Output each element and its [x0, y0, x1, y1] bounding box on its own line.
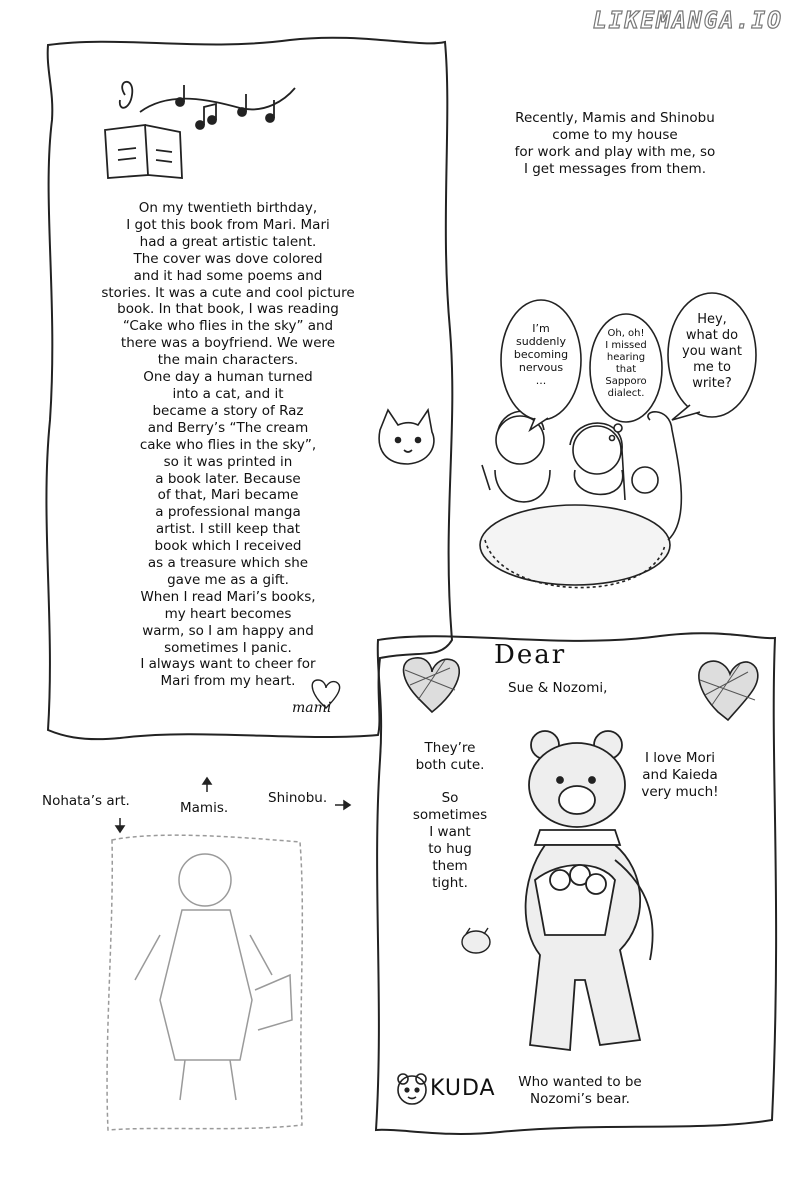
- note-hug-tight: [405, 790, 495, 891]
- note-line: I want: [429, 823, 471, 840]
- letter-line: When I read Mari’s books,: [140, 588, 316, 605]
- note-line: both cute.: [415, 756, 485, 773]
- bubble-line: ...: [535, 374, 547, 387]
- label-shinobu: Shinobu.: [268, 790, 328, 806]
- footer-line: Who wanted to be: [518, 1074, 642, 1090]
- note-line: So: [441, 790, 459, 806]
- letter-line: I always want to cheer for: [140, 656, 316, 673]
- note-line: and Kaieda: [642, 766, 718, 783]
- letter-line: there was a boyfriend. We were: [120, 335, 336, 352]
- intro-line: come to my house: [552, 126, 678, 143]
- letter-line: my heart becomes: [164, 605, 292, 622]
- letter-line: and Berry’s “The cream: [147, 419, 309, 436]
- bubble-line: what do: [685, 328, 739, 343]
- intro-line: Recently, Mamis and Shinobu: [515, 110, 715, 126]
- bubble-line: I missed: [605, 340, 647, 351]
- bubble-line: hearing: [606, 352, 646, 363]
- bubble-line: write?: [692, 376, 732, 391]
- dear-names: Sue & Nozomi,: [508, 680, 608, 696]
- intro-line: I get messages from them.: [523, 160, 707, 177]
- letter-line: Mari from my heart.: [160, 673, 296, 690]
- bubble-line: Sapporo: [605, 376, 647, 387]
- letter-text: [68, 200, 388, 690]
- okuda-face-icon: [398, 1074, 426, 1104]
- letter-line: a professional manga: [155, 504, 301, 521]
- letter-line: “Cake who flies in the sky” and: [122, 318, 334, 335]
- letter-line: On my twentieth birthday,: [138, 200, 318, 216]
- heart-icon-right: [699, 661, 758, 720]
- letter-line: the main characters.: [157, 352, 299, 369]
- letter-line: as a treasure which she: [147, 555, 309, 572]
- label-mamis: Mamis.: [180, 800, 229, 816]
- letter-line: One day a human turned: [143, 369, 313, 386]
- note-line: They’re: [424, 740, 476, 756]
- letter-line: a book later. Because: [155, 470, 301, 487]
- letter-line: and it had some poems and: [133, 267, 323, 284]
- letter-line: of that, Mari became: [157, 487, 299, 504]
- letter-line: artist. I still keep that: [155, 521, 301, 538]
- mami-signature: mami: [292, 700, 332, 716]
- bubble-line: suddenly: [516, 335, 566, 348]
- note-line: to hug: [428, 840, 472, 857]
- bubble-line: nervous: [518, 361, 564, 374]
- watermark: LIKEMANGA.IO: [592, 8, 783, 34]
- bubble-line: I’m: [532, 322, 550, 335]
- note-line: tight.: [432, 874, 468, 891]
- note-love-mori: [610, 750, 750, 801]
- intro-line: for work and play with me, so: [514, 143, 716, 160]
- dear-heading: Dear: [494, 640, 567, 670]
- letter-line: stories. It was a cute and cool picture: [101, 284, 355, 301]
- book-icon: [105, 125, 182, 178]
- intro-text: [500, 110, 730, 178]
- dear-footer: [500, 1074, 660, 1108]
- note-both-cute: [405, 740, 495, 774]
- letter-line: into a cat, and it: [172, 385, 284, 402]
- nohata-sketch-illustration: [107, 835, 302, 1130]
- bubble-line: dialect.: [607, 388, 645, 399]
- letter-line: book. In that book, I was reading: [117, 301, 339, 318]
- group-illustration: [480, 411, 681, 587]
- kuda-signature: KUDA: [430, 1076, 496, 1101]
- letter-line: gave me as a gift.: [167, 571, 289, 588]
- letter-line: cake who flies in the sky”,: [139, 436, 317, 453]
- note-line: sometimes: [412, 806, 488, 823]
- letter-line: sometimes I panic.: [164, 639, 292, 656]
- note-line: them: [432, 857, 468, 874]
- letter-line: The cover was dove colored: [133, 250, 323, 267]
- letter-line: so it was printed in: [163, 453, 293, 470]
- bubble-line: Oh, oh!: [607, 328, 645, 339]
- letter-line: warm, so I am happy and: [142, 622, 314, 639]
- bubble-right-text: [672, 312, 752, 392]
- footer-line: Nozomi’s bear.: [530, 1090, 630, 1107]
- letter-line: book which I received: [154, 538, 302, 555]
- bubble-line: becoming: [513, 348, 569, 361]
- letter-line: had a great artistic talent.: [139, 233, 317, 250]
- note-line: I love Mori: [644, 750, 716, 766]
- letter-line: became a story of Raz: [152, 402, 304, 419]
- small-bear-icon: [462, 928, 490, 953]
- music-notes-icon: [120, 82, 295, 129]
- bubble-left-text: [506, 322, 576, 387]
- letter-line: I got this book from Mari. Mari: [126, 216, 330, 233]
- label-nohata-art: Nohata’s art.: [42, 793, 130, 809]
- bubble-line: Hey,: [697, 312, 727, 327]
- bubble-line: you want: [682, 344, 742, 359]
- bubble-middle-text: [594, 328, 658, 400]
- note-line: very much!: [641, 783, 719, 800]
- bubble-line: that: [615, 364, 637, 375]
- heart-icon-left: [404, 658, 460, 712]
- bubble-line: me to: [693, 360, 731, 375]
